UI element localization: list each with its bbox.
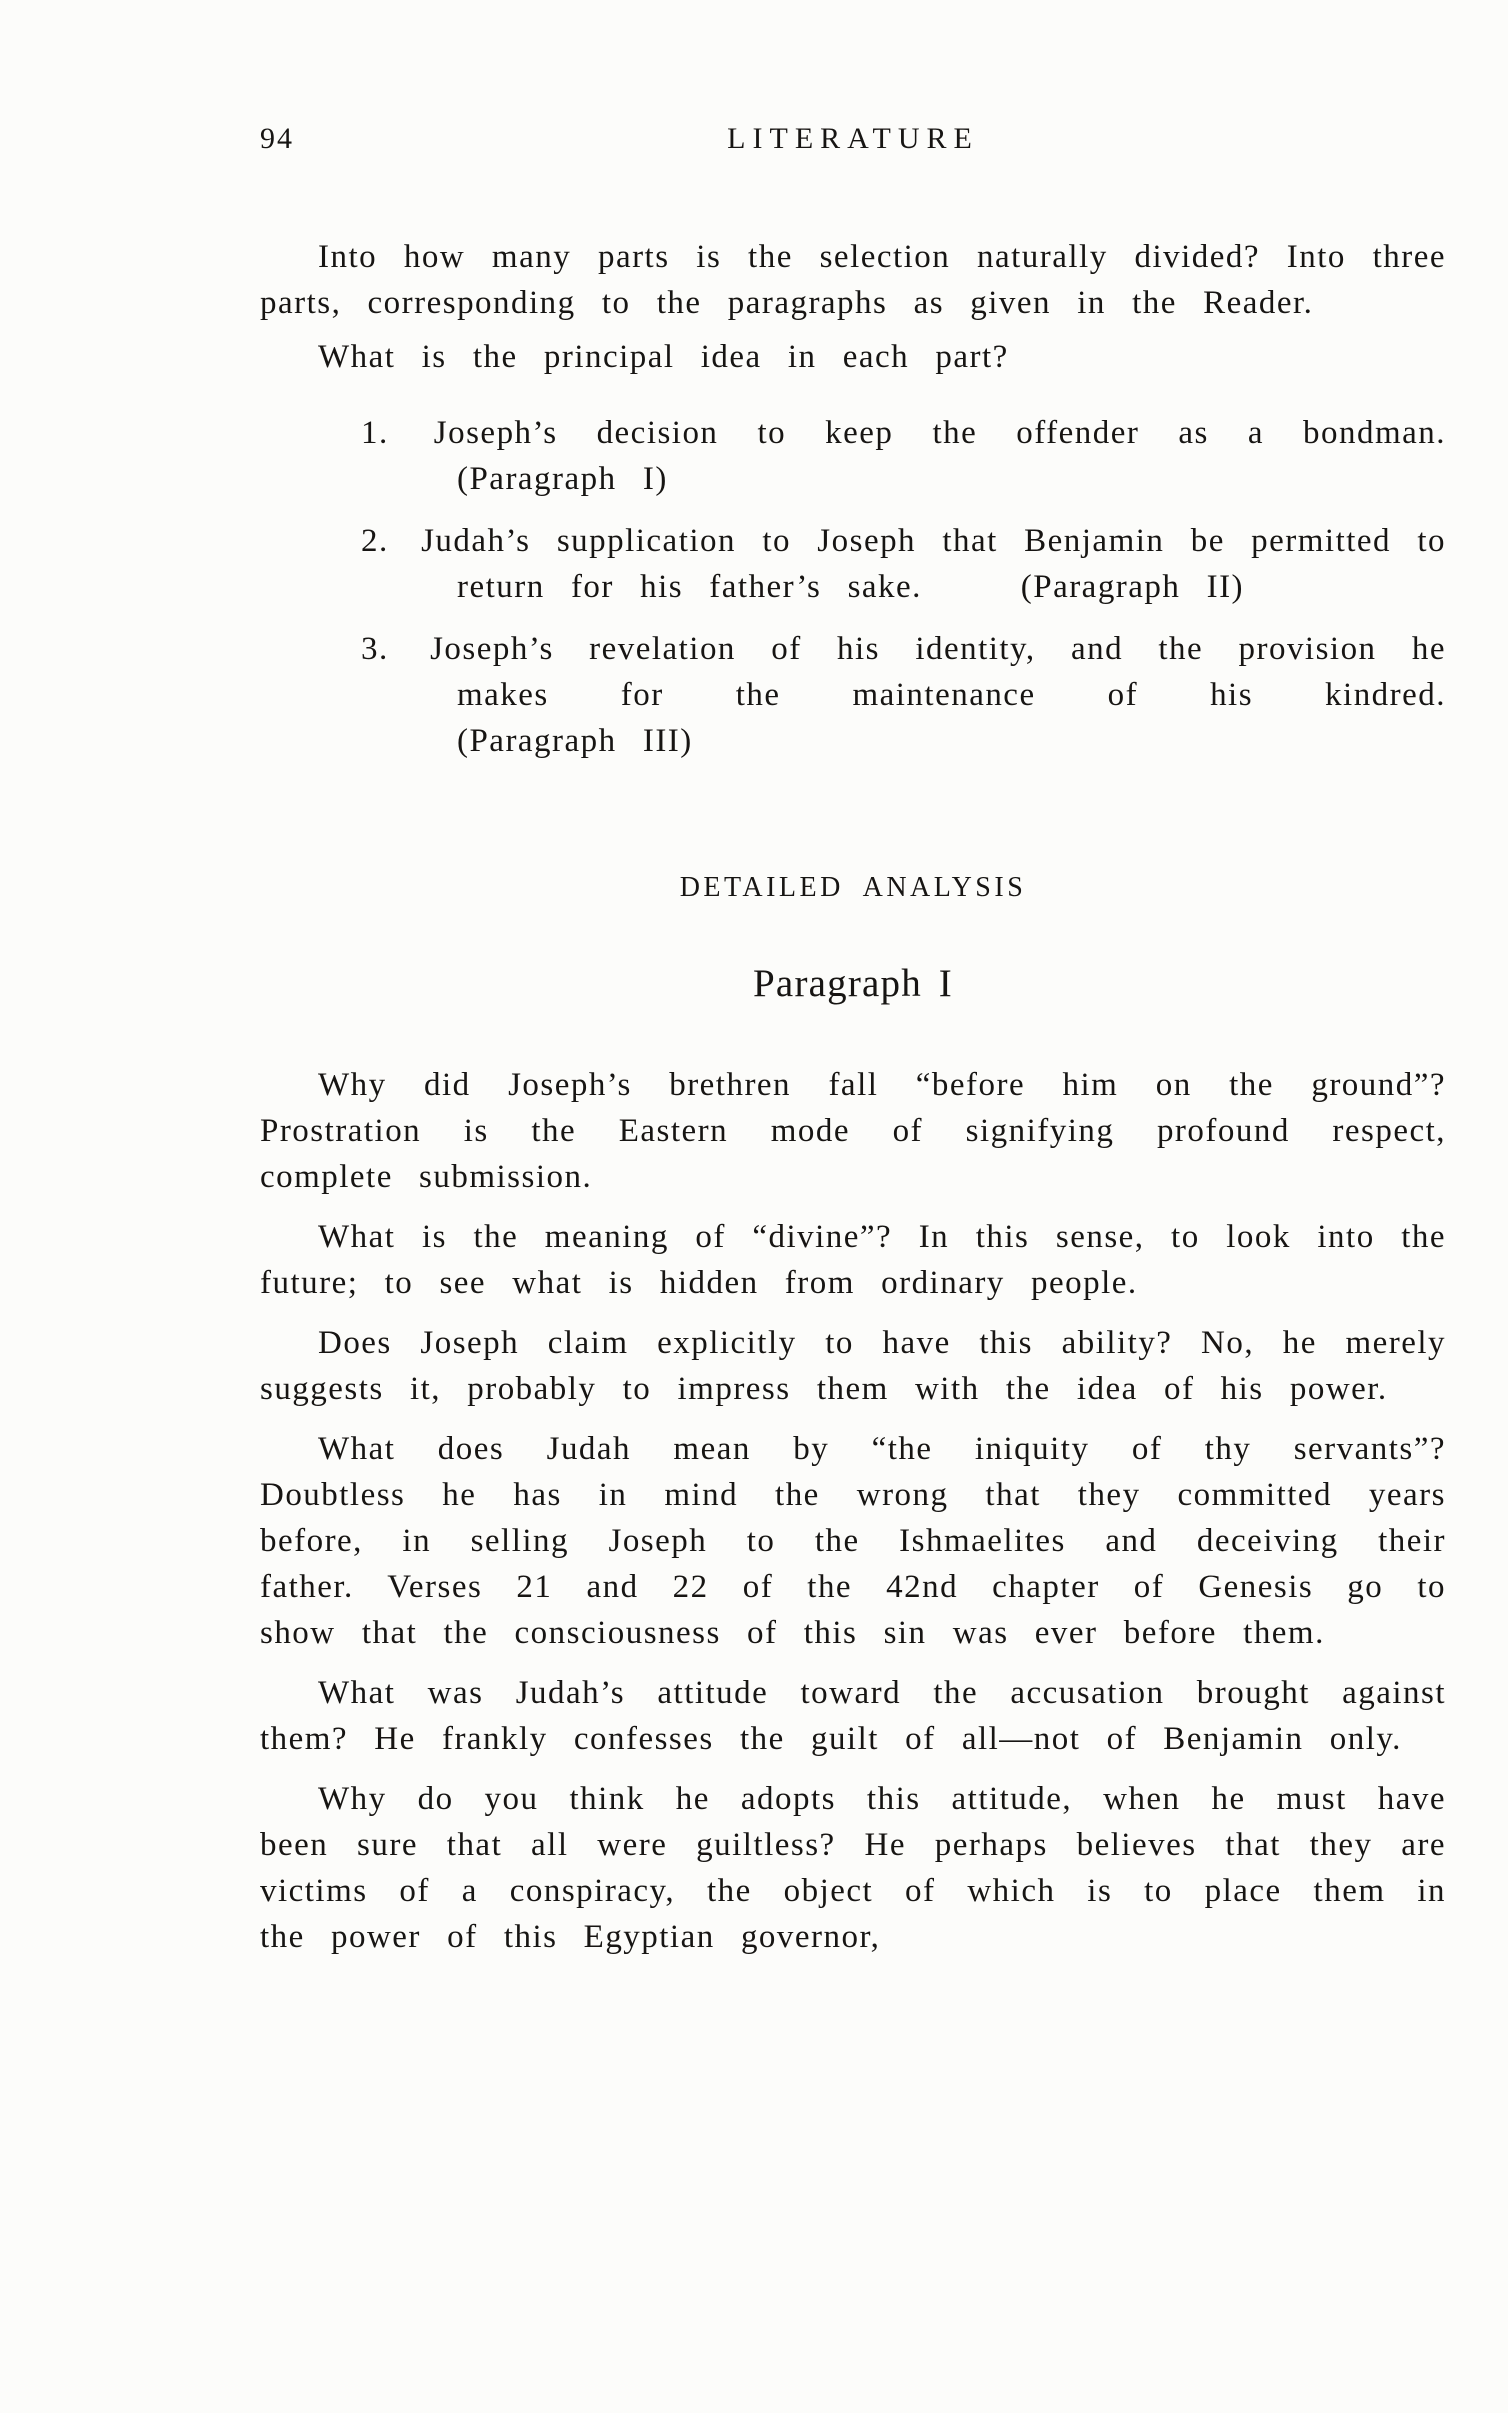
running-title: LITERATURE <box>727 122 979 155</box>
section-heading: DETAILED ANALYSIS <box>679 872 1027 903</box>
list-item-1-number: 1. <box>361 415 389 451</box>
list-item-3-paragraph-reference: (Paragraph III) <box>457 723 693 759</box>
subsection-heading: Paragraph I <box>753 962 953 1005</box>
running-header <box>260 122 1446 162</box>
list-item-2-paragraph-reference: (Paragraph II) <box>1020 569 1245 605</box>
analysis-paragraph-4: What does Judah mean by “the iniquity of thy servants”? Doubtless he has in mind the wrong that they committed years before, in selling Joseph to the Ishmaelites and deceiving their father. Verses 21 and 22 of the 42nd chapter of Genesis go to show that the consciousness of this sin was ever before them. <box>260 1431 1446 1651</box>
list-item-3-text: Joseph’s revelation of his identity, and the provision he makes for the maintenance of his kindred. <box>430 631 1446 713</box>
intro-paragraph-2: What is the principal idea in each part? <box>318 339 1009 375</box>
analysis-paragraph-2: What is the meaning of “divine”? In this sense, to look into the future; to see what is hidden from ordinary people. <box>260 1219 1446 1301</box>
list-item-1-text: Joseph’s decision to keep the offender as a bondman. <box>433 415 1446 451</box>
list-item-1 <box>260 410 1446 502</box>
page-number: 94 <box>260 122 294 155</box>
analysis-paragraph-5: What was Judah’s attitude toward the accusation brought against them? He frankly confesses the guilt of all—not of Benjamin only. <box>260 1675 1446 1757</box>
list-item-2-text: Judah’s supplication to Joseph that Benjamin be permitted to return for his father’s sake. <box>421 523 1446 605</box>
list-item-3-number: 3. <box>361 631 389 667</box>
parts-list <box>260 410 1446 764</box>
list-item-2-number: 2. <box>361 523 389 559</box>
intro-paragraph-1: Into how many parts is the selection naturally divided? Into three parts, corresponding to the paragraphs as given in the Reader. <box>260 239 1446 321</box>
analysis-paragraph-3: Does Joseph claim explicitly to have this ability? No, he merely suggests it, probably to impress them with the idea of his power. <box>260 1325 1446 1407</box>
list-item-3 <box>260 626 1446 764</box>
analysis-paragraph-1: Why did Joseph’s brethren fall “before him on the ground”? Prostration is the Eastern mode of signifying profound respect, complete submission. <box>260 1067 1446 1195</box>
list-item-2 <box>260 518 1446 610</box>
analysis-paragraph-6: Why do you think he adopts this attitude, when he must have been sure that all were guiltless? He perhaps believes that they are victims of a conspiracy, the object of which is to place them in the power of this Egyptian governor, <box>260 1781 1446 1955</box>
list-item-1-paragraph-reference: (Paragraph I) <box>457 461 668 497</box>
